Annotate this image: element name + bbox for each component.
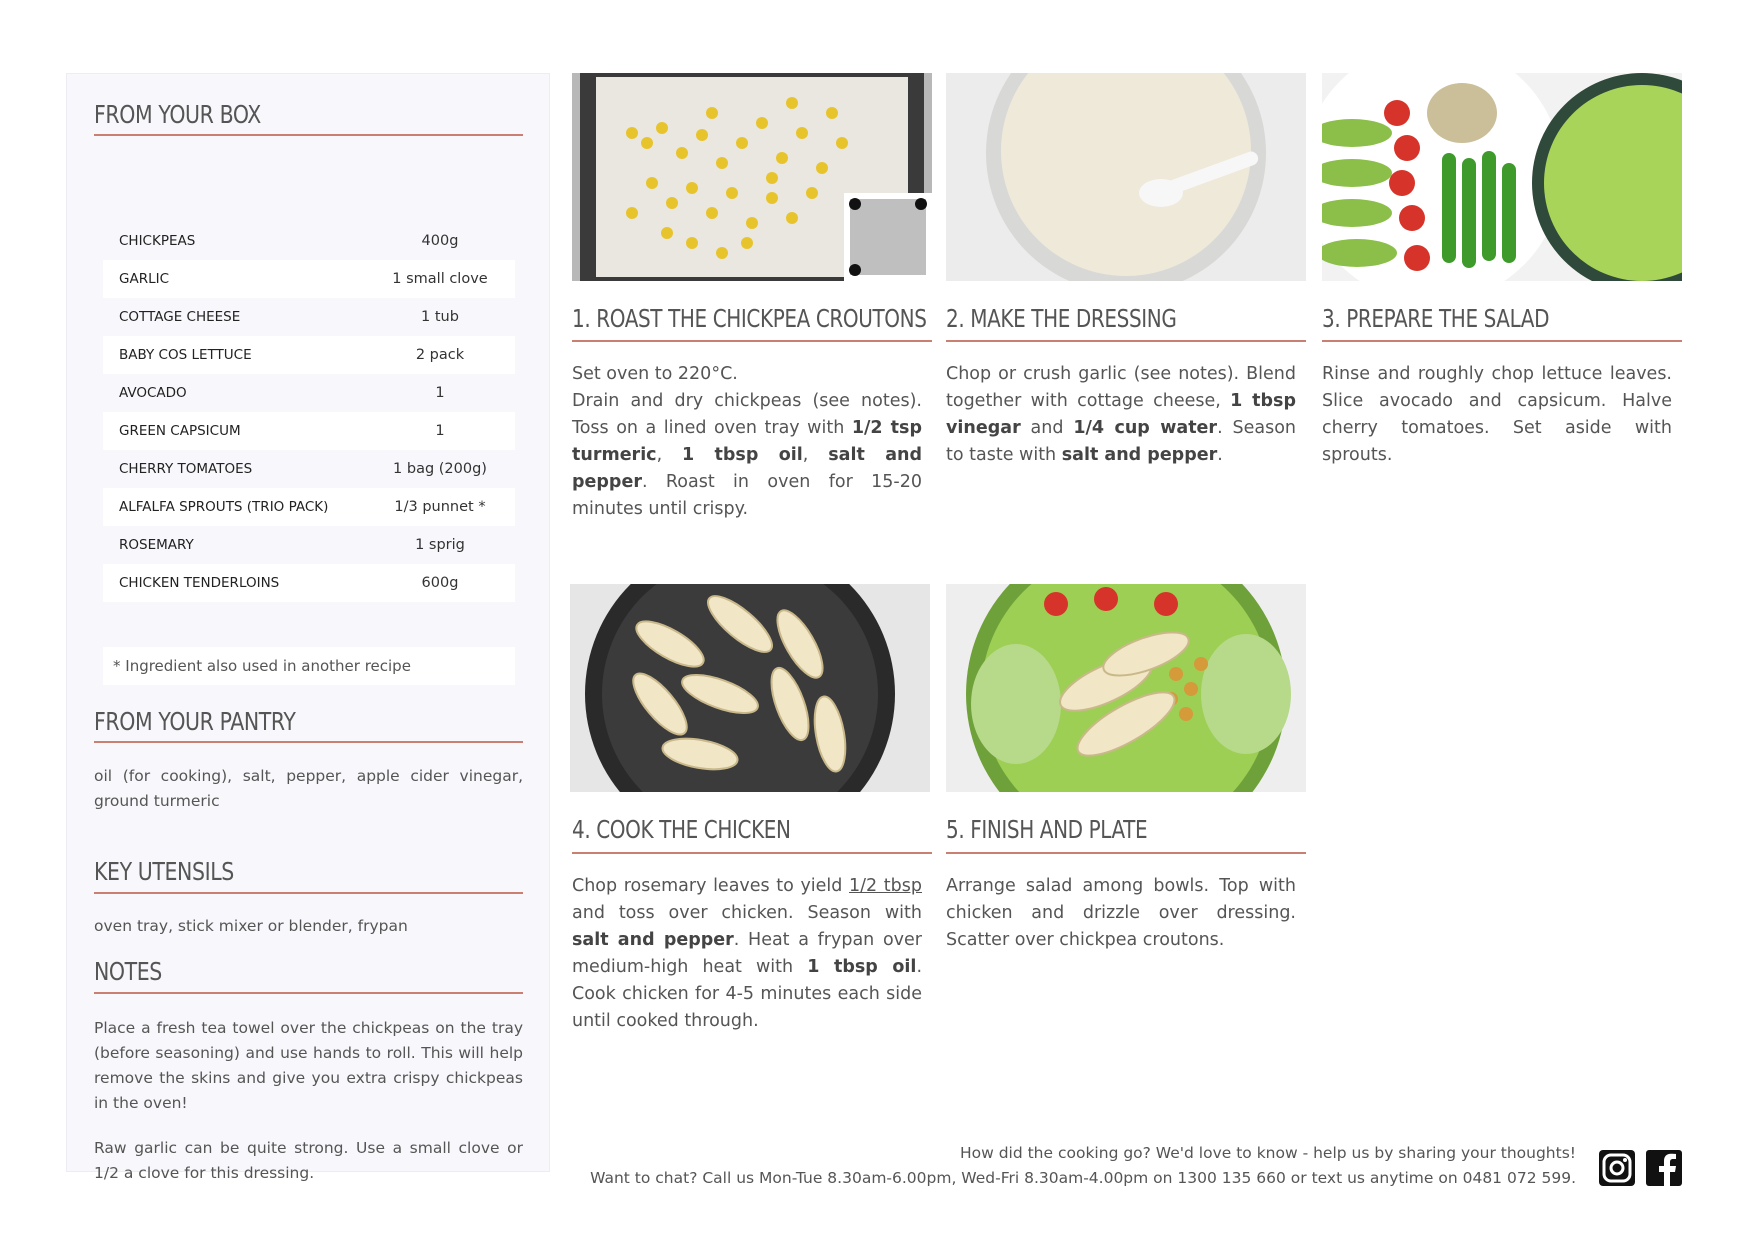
ingredient-qty: 1 sprig (415, 537, 465, 553)
step-2-title: 2. MAKE THE DRESSING (946, 304, 1177, 333)
ingredient-row (103, 450, 515, 488)
ingredient-row (103, 298, 515, 336)
contact-text: Want to chat? Call us Mon-Tue 8.30am-6.00pm, Wed-Fri 8.30am-4.00pm on 1300 135 660 or text us anytime on 0481 072 599. (590, 1169, 1576, 1187)
ingredient-name: COTTAGE CHEESE (119, 309, 241, 325)
ingredient-row (103, 260, 515, 298)
notes-paragraph-2: Raw garlic can be quite strong. Use a small clove or 1/2 a clove for this dressing. (94, 1139, 523, 1182)
instagram-icon[interactable] (1599, 1150, 1635, 1186)
ingredient-name: CHERRY TOMATOES (119, 461, 253, 477)
ingredient-name: CHICKEN TENDERLOINS (119, 575, 280, 591)
heading-rule (94, 134, 523, 136)
ingredient-row (103, 374, 515, 412)
heading-rule (94, 741, 523, 743)
step-3-title: 3. PREPARE THE SALAD (1322, 304, 1550, 333)
notes-heading: NOTES (94, 957, 162, 986)
ingredient-row (103, 526, 515, 564)
ingredient-name: AVOCADO (119, 385, 187, 401)
ingredient-name: ROSEMARY (119, 537, 194, 553)
step-2-instructions: Chop or crush garlic (see notes). Blend together with cottage cheese, 1 tbsp vinegar and 1/4 cup water. Season to taste with salt and pepper. (946, 364, 1296, 465)
key-utensils-heading: KEY UTENSILS (94, 857, 234, 886)
from-your-pantry-heading: FROM YOUR PANTRY (94, 707, 296, 736)
heading-rule (94, 992, 523, 994)
roasted-chickpeas-photo (572, 73, 932, 281)
from-your-box-heading: FROM YOUR BOX (94, 100, 261, 129)
step-rule (572, 340, 932, 342)
utensils-text: oven tray, stick mixer or blender, frypan (94, 917, 408, 935)
qr-code-icon (844, 193, 932, 281)
heading-rule (94, 892, 523, 894)
ingredient-name: BABY COS LETTUCE (119, 347, 252, 363)
notes-paragraph-1: Place a fresh tea towel over the chickpeas on the tray (before seasoning) and use hands to roll. This will help remove the skins and give you extra crispy chickpeas in the oven! (94, 1019, 523, 1112)
ingredient-qty: 600g (421, 575, 459, 591)
ingredient-qty: 1/3 punnet * (394, 499, 486, 515)
ingredient-row (103, 488, 515, 526)
plated-salad-photo (946, 584, 1306, 792)
ingredient-qty: 1 small clove (392, 271, 488, 287)
ingredient-qty: 1 (435, 385, 445, 401)
step-5-instructions: Arrange salad among bowls. Top with chicken and drizzle over dressing. Scatter over chickpea croutons. (946, 876, 1296, 950)
step-rule (572, 852, 932, 854)
ingredient-row (103, 412, 515, 450)
step-4-instructions: Chop rosemary leaves to yield 1/2 tbsp and toss over chicken. Season with salt and pepper. Heat a frypan over medium-high heat with 1 tbsp oil. Cook chicken for 4-5 minutes each side until cooked through. (572, 876, 923, 1031)
ingredient-qty: 400g (421, 233, 459, 249)
dressing-bowl-photo (946, 73, 1306, 281)
chicken-frypan-photo (570, 584, 930, 792)
ingredients-sidebar (66, 73, 550, 1182)
ingredient-qty: 2 pack (415, 347, 465, 363)
ingredient-row (103, 222, 515, 260)
salad-prep-photo (1322, 73, 1682, 281)
step-1-instructions: Set oven to 220°C. Drain and dry chickpeas (see notes). Toss on a lined oven tray with 1/2 tsp turmeric, 1 tbsp oil, salt and pepper. Roast in oven for 15-20 minutes until crispy. (572, 364, 922, 519)
ingredient-name: ALFALFA SPROUTS (TRIO PACK) (119, 499, 329, 515)
step-1-title: 1. ROAST THE CHICKPEA CROUTONS (572, 304, 927, 333)
ingredient-qty: 1 tub (421, 309, 459, 325)
ingredient-name: GREEN CAPSICUM (119, 423, 241, 439)
ingredient-row (103, 564, 515, 602)
facebook-icon[interactable] (1646, 1150, 1682, 1186)
feedback-text: How did the cooking go? We'd love to know - help us by sharing your thoughts! (959, 1144, 1576, 1162)
ingredient-qty: 1 bag (200g) (393, 461, 487, 477)
step-rule (946, 852, 1306, 854)
step-rule (946, 340, 1306, 342)
ingredient-table (103, 222, 515, 602)
ingredient-name: CHICKPEAS (119, 233, 196, 249)
step-rule (1322, 340, 1682, 342)
ingredient-footnote: * Ingredient also used in another recipe (103, 647, 515, 685)
step-4-title: 4. COOK THE CHICKEN (572, 815, 791, 844)
step-5-title: 5. FINISH AND PLATE (946, 815, 1148, 844)
ingredient-row (103, 336, 515, 374)
ingredient-qty: 1 (435, 423, 445, 439)
pantry-text: oil (for cooking), salt, pepper, apple cider vinegar, ground turmeric (94, 767, 523, 810)
step-3-instructions: Rinse and roughly chop lettuce leaves. Slice avocado and capsicum. Halve cherry tomatoes. Set aside with sprouts. (1322, 364, 1672, 465)
ingredient-name: GARLIC (119, 271, 170, 287)
